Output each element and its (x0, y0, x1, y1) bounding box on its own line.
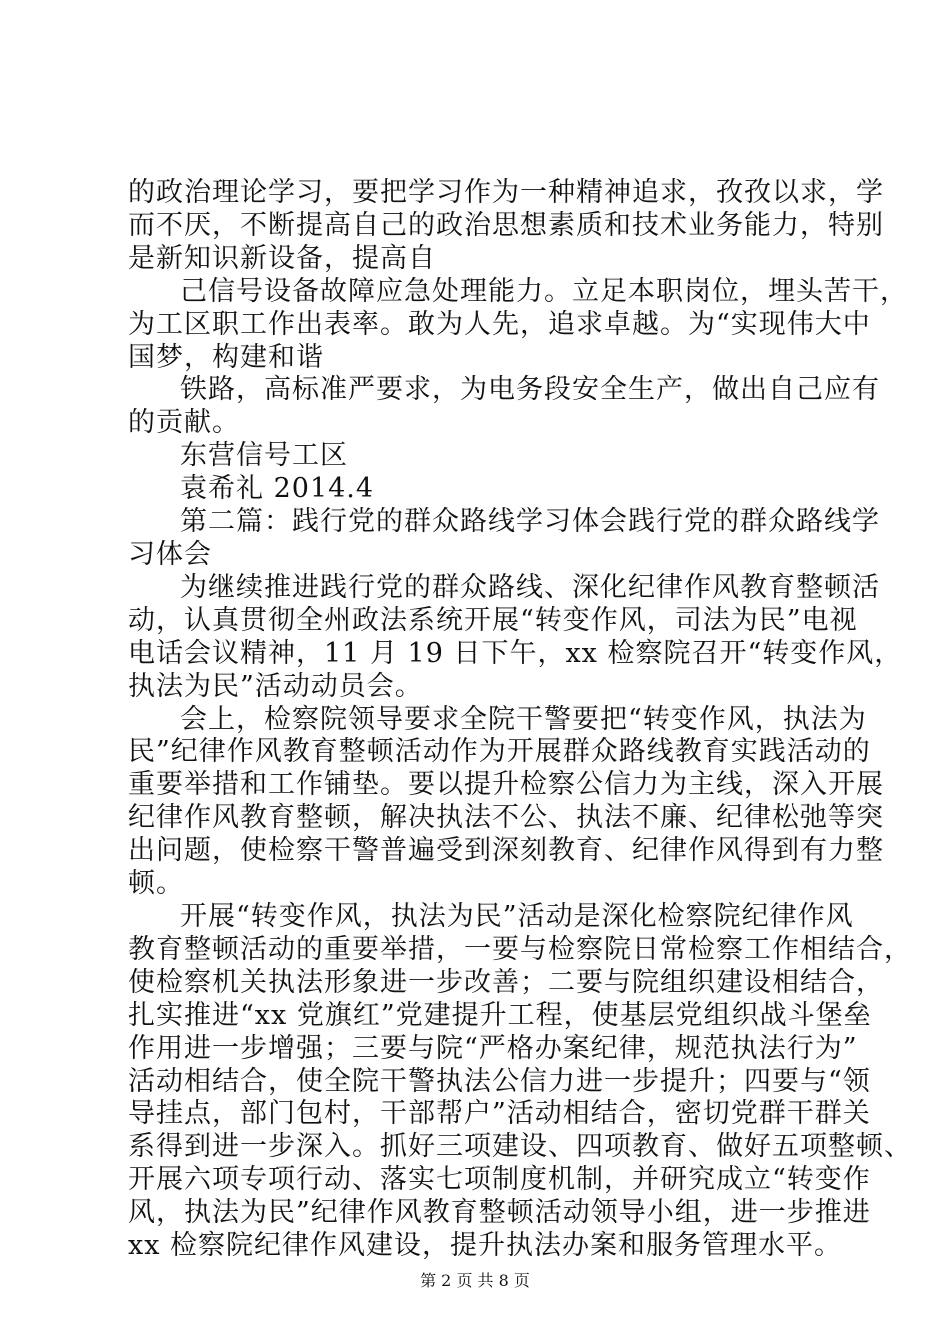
text-line: 动，认真贯彻全州政法系统开展“转变作风，司法为民”电视 (128, 604, 858, 636)
text-line: 的贡献。 (128, 407, 240, 439)
text-line: 纪律作风教育整顿，解决执法不公、执法不廉、纪律松弛等突 (128, 802, 884, 834)
text-line: 民”纪律作风教育整顿活动作为开展群众路线教育实践活动的 (128, 736, 871, 768)
text-line: 开展“转变作风，执法为民”活动是深化检察院纪律作风 (180, 901, 854, 932)
text-line: 使检察机关执法形象进一步改善；二要与院组织建设相结合， (128, 966, 884, 998)
text-line: 是新知识新设备，提高自 (128, 242, 436, 274)
text-line: 活动相结合，使全院干警执法公信力进一步提升；四要与“领 (128, 1065, 871, 1097)
text-line: 开展六项专项行动、落实七项制度机制，并研究成立“转变作 (128, 1164, 871, 1196)
text-line: 出问题，使检察干警普遍受到深刻教育、纪律作风得到有力整 (128, 835, 884, 867)
text-line: 系得到进一步深入。抓好三项建设、四项教育、做好五项整顿、 (128, 1131, 912, 1163)
text-line: 为工区职工作出表率。敢为人先，追求卓越。为“实现伟大中 (128, 308, 871, 340)
page-number-footer: 第 2 页 共 8 页 (420, 1271, 530, 1290)
text-line: 国梦，构建和谐 (128, 341, 324, 373)
text-line: 顿。 (128, 868, 184, 900)
text-line: 执法为民”活动动员会。 (128, 670, 423, 702)
text-line: 重要举措和工作铺垫。要以提升检察公信力为主线，深入开展 (128, 769, 884, 801)
text-line: 作用进一步增强；三要与院“严格办案纪律，规范执法行为” (128, 1032, 858, 1064)
text-line: 教育整顿活动的重要举措，一要与检察院日常检察工作相结合， (128, 933, 912, 965)
text-line: xx 检察院纪律作风建设，提升执法办案和服务管理水平。 (128, 1230, 843, 1262)
text-line: 导挂点，部门包村，干部帮户”活动相结合，密切党群干群关 (128, 1098, 871, 1130)
text-line: 的政治理论学习，要把学习作为一种精神追求，孜孜以求，学 (128, 177, 884, 208)
text-line: 扎实推进“xx 党旗红”党建提升工程，使基层党组织战斗堡垒 (128, 999, 872, 1031)
section-heading: 第二篇：践行党的群众路线学习体会践行党的群众路线学 (180, 506, 880, 538)
text-line: 铁路，高标准严要求，为电务段安全生产，做出自己应有 (180, 374, 880, 406)
text-line: 为继续推进践行党的群众路线、深化纪律作风教育整顿活 (180, 571, 880, 603)
text-line: 而不厌，不断提高自己的政治思想素质和技术业务能力，特别 (128, 209, 884, 241)
text-line: 会上，检察院领导要求全院干警要把“转变作风，执法为 (180, 703, 867, 735)
signature-unit: 东营信号工区 (180, 440, 348, 472)
text-line: 电话会议精神，11 月 19 日下午，xx 检察院召开“转变作风， (128, 637, 903, 669)
section-heading-cont: 习体会 (128, 539, 212, 570)
text-line: 己信号设备故障应急处理能力。立足本职岗位，埋头苦干， (180, 275, 908, 307)
text-line: 风，执法为民”纪律作风教育整顿活动领导小组，进一步推进 (128, 1197, 871, 1229)
signature-author-date: 袁希礼 2014.4 (180, 473, 375, 505)
